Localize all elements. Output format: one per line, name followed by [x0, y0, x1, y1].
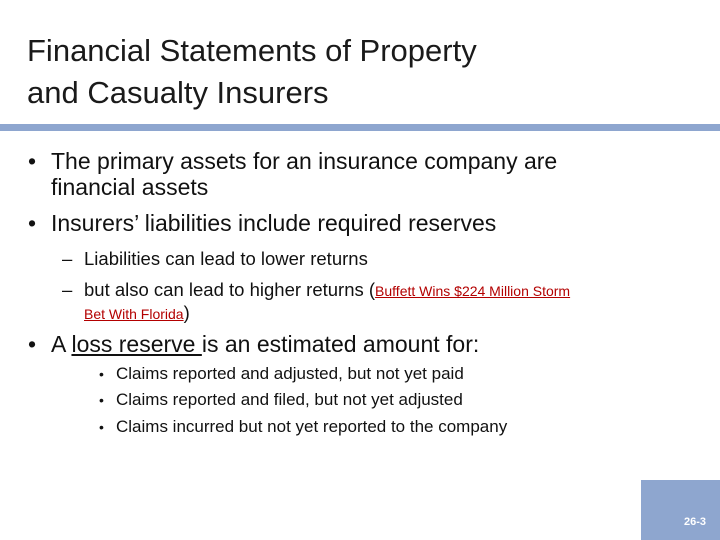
- loss-reserve-text: [28, 331, 688, 357]
- sub-bullet-text: Liabilities can lead to lower returns: [84, 248, 368, 269]
- bullet-dot-icon: •: [28, 210, 37, 236]
- slide-number-box: [641, 480, 720, 540]
- loss-suffix: is an estimated amount for:: [201, 331, 480, 357]
- dash-icon: –: [62, 279, 73, 300]
- list-item: [99, 417, 699, 437]
- bullet-item: [28, 331, 688, 357]
- bullet-dot-icon: •: [99, 392, 104, 408]
- bullet-dot-icon: •: [99, 419, 104, 435]
- dash-icon: –: [62, 248, 73, 269]
- bullet-text-line-1: The primary assets for an insurance company are: [51, 148, 558, 174]
- bullet-text: Insurers’ liabilities include required reserves: [51, 210, 497, 236]
- bullet-item: [28, 210, 688, 236]
- bullet-text-line-2: financial assets: [51, 174, 209, 200]
- sub-bullet-text: but also can lead to higher returns (: [84, 279, 376, 300]
- list-item-text: Claims incurred but not yet reported to the company: [116, 417, 508, 436]
- closing-paren: ): [183, 302, 190, 323]
- bullet-dot-icon: •: [28, 148, 37, 174]
- sub-bullet-item: [62, 279, 692, 325]
- title-divider-bar: [0, 124, 720, 131]
- slide-title: [27, 30, 687, 114]
- title-line-1: Financial Statements of Property: [27, 33, 477, 68]
- loss-prefix: A: [51, 331, 72, 357]
- list-item-text: Claims reported and filed, but not yet adjusted: [116, 390, 463, 409]
- list-item: [99, 364, 699, 384]
- list-item-text: Claims reported and adjusted, but not yet paid: [116, 364, 464, 383]
- title-line-2: and Casualty Insurers: [27, 75, 329, 110]
- loss-reserve-term: loss reserve: [71, 331, 202, 357]
- sub-bullet-item: [62, 248, 692, 270]
- buffett-article-link-continued[interactable]: Bet With Florida: [84, 306, 184, 322]
- buffett-article-link[interactable]: Buffett Wins $224 Million Storm: [375, 283, 571, 299]
- bullet-dot-icon: •: [99, 366, 104, 382]
- bullet-dot-icon: •: [28, 331, 37, 357]
- list-item: [99, 390, 699, 410]
- slide-number: 26-3: [683, 516, 706, 528]
- bullet-item: [28, 148, 688, 200]
